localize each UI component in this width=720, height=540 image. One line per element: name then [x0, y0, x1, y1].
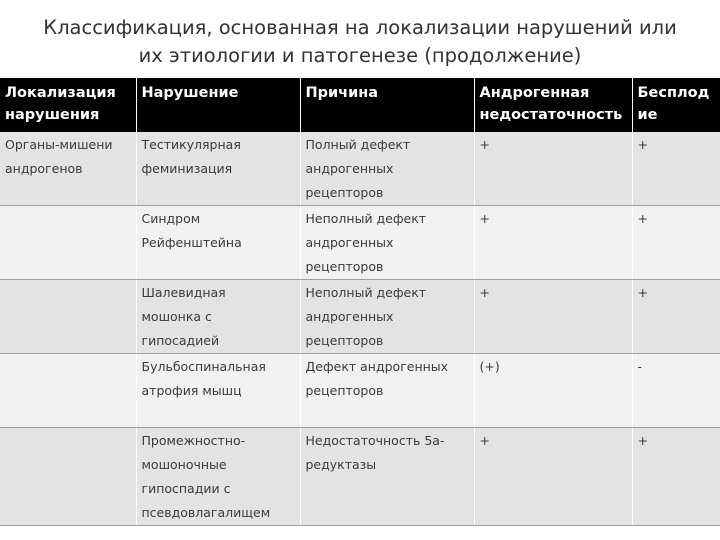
header-cause [300, 78, 474, 132]
cell-cause [300, 206, 474, 280]
cell-line: рецепторов [305, 259, 384, 274]
classification-table [0, 78, 720, 526]
cell-line: Рейфенштейна [141, 235, 242, 250]
cell-localization [0, 354, 136, 428]
header-disorder [136, 78, 300, 132]
table-row [0, 428, 720, 526]
cell-line: гипосадией [141, 333, 220, 348]
cell-disorder [136, 206, 300, 280]
cell-localization [0, 280, 136, 354]
cell-infertility: + [632, 428, 720, 526]
cell-androgen-deficiency: (+) [474, 354, 632, 428]
cell-line: Недостаточность 5а- [305, 433, 445, 448]
cell-disorder [136, 428, 300, 526]
cell-cause [300, 428, 474, 526]
header-localization [0, 78, 136, 132]
cell-line: Бульбоспинальная [141, 359, 266, 374]
cell-androgen-deficiency: + [474, 428, 632, 526]
cell-androgen-deficiency: + [474, 206, 632, 280]
cell-line: андрогенов [5, 161, 83, 176]
cell-infertility: + [632, 280, 720, 354]
cell-line: Органы-мишени [5, 137, 113, 152]
header-line: Андрогенная [479, 85, 590, 101]
cell-line: рецепторов [305, 383, 384, 398]
header-line: Бесплод [637, 85, 710, 101]
cell-line: рецепторов [305, 185, 384, 200]
cell-disorder [136, 354, 300, 428]
cell-infertility: + [632, 132, 720, 206]
cell-line: мошоночные [141, 457, 227, 472]
cell-localization [0, 132, 136, 206]
cell-localization [0, 428, 136, 526]
header-line: Причина [305, 85, 379, 101]
header-line: Локализация [5, 85, 116, 101]
cell-line: атрофия мышц [141, 383, 242, 398]
table-row [0, 206, 720, 280]
cell-line: Полный дефект [305, 137, 411, 152]
cell-line: Синдром [141, 211, 201, 226]
cell-line: редуктазы [305, 457, 377, 472]
cell-disorder [136, 132, 300, 206]
cell-cause [300, 354, 474, 428]
cell-line: Неполный дефект [305, 211, 427, 226]
header-line: ие [637, 107, 658, 123]
cell-line: Тестикулярная [141, 137, 241, 152]
cell-line: Шалевидная [141, 285, 226, 300]
table-header-row [0, 78, 720, 132]
cell-line: Неполный дефект [305, 285, 427, 300]
cell-infertility: + [632, 206, 720, 280]
cell-line: андрогенных [305, 309, 394, 324]
cell-androgen-deficiency: + [474, 132, 632, 206]
cell-line: андрогенных [305, 161, 394, 176]
header-androgen-deficiency [474, 78, 632, 132]
cell-line: Дефект андрогенных [305, 359, 449, 374]
cell-line: псевдовлагалищем [141, 505, 271, 520]
cell-localization [0, 206, 136, 280]
table-row [0, 132, 720, 206]
cell-infertility: - [632, 354, 720, 428]
cell-line: рецепторов [305, 333, 384, 348]
title-line-2: их этиологии и патогенезе (продолжение) [138, 44, 582, 67]
cell-line: Промежностно- [141, 433, 246, 448]
title-line-1: Классификация, основанная на локализации нарушений или [43, 16, 677, 39]
cell-line: феминизация [141, 161, 233, 176]
cell-line: мошонка с [141, 309, 212, 324]
cell-cause [300, 132, 474, 206]
cell-androgen-deficiency: + [474, 280, 632, 354]
cell-cause [300, 280, 474, 354]
table-row [0, 280, 720, 354]
cell-line: гипоспадии с [141, 481, 231, 496]
slide-title [20, 14, 700, 70]
header-line: недостаточность [479, 107, 623, 123]
header-line: нарушения [5, 107, 100, 123]
cell-line [306, 403, 470, 427]
cell-disorder [136, 280, 300, 354]
header-infertility [632, 78, 720, 132]
header-line: Нарушение [141, 85, 239, 101]
table-row [0, 354, 720, 428]
cell-line: андрогенных [305, 235, 394, 250]
